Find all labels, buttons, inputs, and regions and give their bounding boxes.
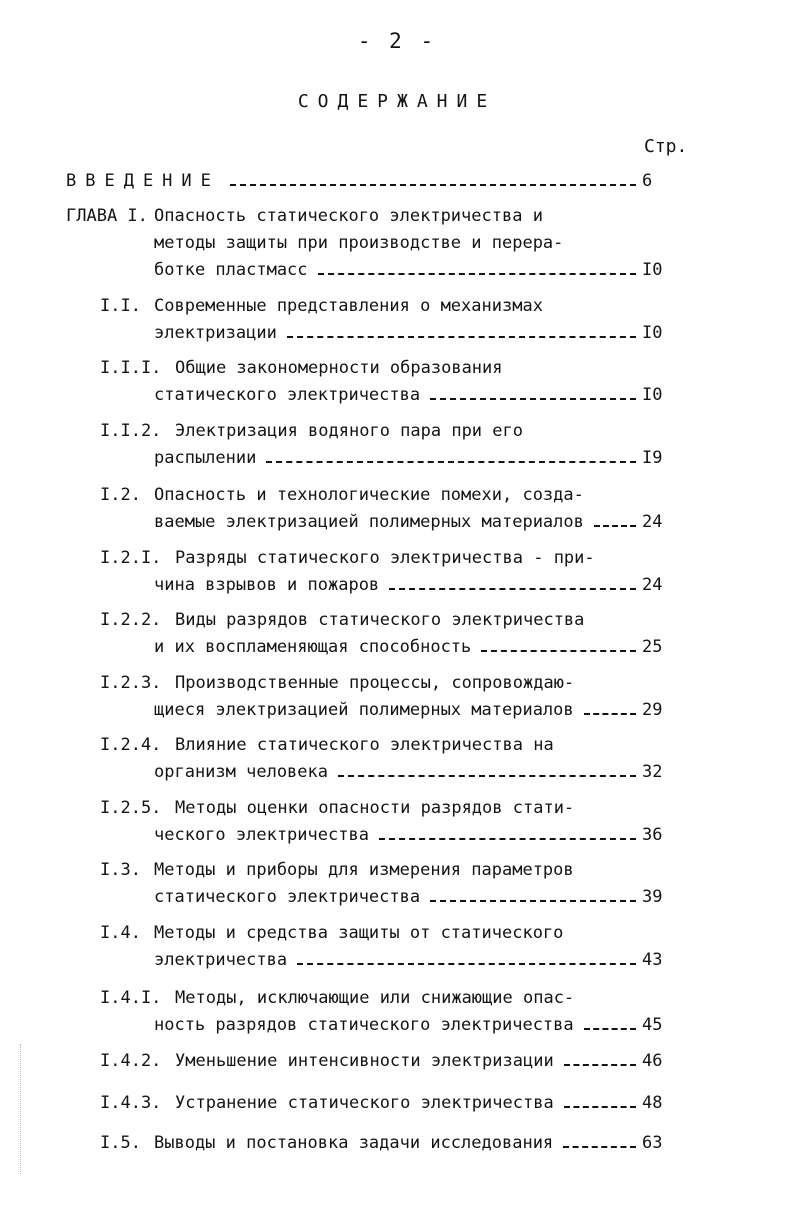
toc-page-number: 48	[642, 1093, 663, 1113]
toc-entry-text	[154, 947, 636, 974]
toc-entry-number: I.4.I.	[100, 988, 162, 1008]
toc-page-number: 25	[642, 637, 663, 657]
leader-dashes	[564, 1092, 636, 1108]
toc-entry-line: ческого электричества	[154, 825, 369, 845]
page-title: СОДЕРЖАНИЕ	[297, 91, 497, 112]
toc-entry-text	[154, 1012, 636, 1039]
toc-page-number: I0	[642, 385, 663, 405]
page-column-label: Стр.	[644, 136, 688, 157]
toc-entry-text	[154, 320, 636, 347]
toc-page-number: 43	[642, 950, 663, 970]
toc-entry-line: ность разрядов статического электричества	[154, 1015, 574, 1035]
leader-dashes	[430, 384, 636, 400]
toc-entry-line: Выводы и постановка задачи исследования	[154, 1133, 554, 1153]
leader-dashes	[266, 447, 636, 463]
toc-entry-text	[154, 759, 636, 786]
toc-page-number: I9	[642, 448, 663, 468]
leader-dashes	[389, 574, 636, 590]
toc-entry-text	[175, 1048, 636, 1075]
toc-page-number: 32	[642, 762, 663, 782]
toc-page-number: 6	[642, 171, 653, 191]
toc-entry-line: ваемые электризацией полимерных материалов	[154, 512, 584, 532]
toc-entry-number: I.2.3.	[100, 673, 162, 693]
toc-entry-line: Методы и средства защиты от статического	[154, 923, 564, 943]
toc-entry-number: I.I.	[100, 296, 141, 316]
toc-entry-line: Опасность статического электричества и	[154, 206, 543, 226]
toc-entry-line: Устранение статического электричества	[175, 1093, 554, 1113]
toc-page-number: 24	[642, 512, 663, 532]
toc-page-number: 36	[642, 825, 663, 845]
leader-dashes	[563, 1132, 636, 1148]
toc-entry-number: I.2.4.	[100, 735, 162, 755]
toc-entry-number: ГЛАВА I.	[66, 206, 148, 226]
toc-entry-text	[154, 482, 584, 509]
leader-dashes	[430, 886, 636, 902]
toc-entry-text	[175, 418, 523, 445]
toc-entry-line: электризации	[154, 323, 277, 343]
toc-entry-number: I.2.	[100, 485, 141, 505]
toc-entry-line: Влияние статического электричества на	[175, 735, 554, 755]
toc-entry-number: I.2.5.	[100, 798, 162, 818]
toc-entry-text	[154, 572, 636, 599]
toc-page-number: 46	[642, 1051, 663, 1071]
leader-dashes	[338, 761, 636, 777]
toc-entry-line: и их воспламеняющая способность	[154, 637, 472, 657]
paper-mark	[20, 1044, 22, 1174]
toc-entry-text	[154, 634, 636, 661]
toc-entry-number: I.2.I.	[100, 548, 162, 568]
leader-dashes	[318, 259, 636, 275]
toc-entry-line: распылении	[154, 448, 257, 468]
toc-entry-line: Методы оценки опасности разрядов стати-	[175, 798, 575, 818]
toc-entry-text	[175, 732, 554, 759]
toc-entry-number: I.3.	[100, 860, 141, 880]
toc-entry-number: I.4.	[100, 923, 141, 943]
toc-entry-line: организм человека	[154, 762, 328, 782]
toc-page-number: I0	[642, 260, 663, 280]
leader-dashes	[379, 824, 636, 840]
toc-entry-text	[154, 257, 636, 284]
toc-entry-number: I.I.2.	[100, 421, 162, 441]
leader-dashes	[481, 636, 636, 652]
toc-entry-text	[154, 203, 543, 230]
toc-entry-text	[154, 822, 636, 849]
toc-entry-text	[175, 355, 503, 382]
toc-entry-text	[154, 1130, 636, 1157]
toc-entry-line: методы защиты при производстве и перера-	[154, 233, 564, 253]
toc-page-number: 45	[642, 1015, 663, 1035]
toc-entry-line: Разряды статического электричества - при-	[175, 548, 595, 568]
toc-entry-text	[175, 985, 574, 1012]
toc-entry-number: I.I.I.	[100, 358, 162, 378]
toc-entry-line: Электризация водяного пара при его	[175, 421, 523, 441]
toc-entry-number: I.4.3.	[100, 1093, 162, 1113]
leader-dashes	[564, 1050, 636, 1066]
toc-entry-text	[154, 920, 563, 947]
toc-entry-line: Уменьшение интенсивности электризации	[175, 1051, 554, 1071]
toc-entry-text	[154, 293, 543, 320]
page-number: - 2 -	[357, 29, 437, 53]
toc-page-number: I0	[642, 323, 663, 343]
toc-entry-text	[154, 509, 636, 536]
leader-dashes	[230, 170, 636, 186]
toc-entry-line: Производственные процессы, сопровождаю-	[175, 673, 575, 693]
leader-dashes	[297, 949, 636, 965]
toc-entry-text	[154, 230, 563, 257]
toc-entry-text	[154, 697, 636, 724]
toc-entry-line: Методы, исключающие или снижающие опас-	[175, 988, 575, 1008]
toc-entry-line: Современные представления о механизмах	[154, 296, 543, 316]
toc-page-number: 39	[642, 887, 663, 907]
toc-entry-line: Виды разрядов статического электричества	[175, 610, 585, 630]
toc-entry-number: I.5.	[100, 1133, 141, 1153]
toc-entry-line: Общие закономерности образования	[175, 358, 503, 378]
toc-entry-line: чина взрывов и пожаров	[154, 575, 380, 595]
toc-entry-text	[154, 857, 574, 884]
toc-page-number: 63	[642, 1133, 663, 1153]
toc-entry-line: Опасность и технологические помехи, созда-	[154, 485, 584, 505]
toc-entry-number: I.4.2.	[100, 1051, 162, 1071]
leader-dashes	[584, 1014, 636, 1030]
toc-page-number: 29	[642, 700, 663, 720]
toc-entry-line: электричества	[154, 950, 288, 970]
toc-entry-text	[175, 670, 574, 697]
toc-page-number: 24	[642, 575, 663, 595]
toc-entry-line: ботке пластмасс	[154, 260, 308, 280]
toc-entry-text	[175, 545, 595, 572]
toc-entry-line: ВВЕДЕНИЕ	[66, 171, 220, 191]
toc-entry-line: щиеся электризацией полимерных материалов	[154, 700, 574, 720]
toc-entry-text	[154, 884, 636, 911]
toc-entry-line: Методы и приборы для измерения параметров	[154, 860, 574, 880]
toc-entry-text	[175, 1090, 636, 1117]
toc-entry-line: статического электричества	[154, 385, 421, 405]
toc-entry-text	[66, 168, 636, 195]
leader-dashes	[287, 322, 636, 338]
toc-entry-text	[154, 445, 636, 472]
toc-entry-line: статического электричества	[154, 887, 421, 907]
toc-entry-number: I.2.2.	[100, 610, 162, 630]
toc-entry-text	[154, 382, 636, 409]
toc-entry-text	[175, 795, 574, 822]
toc-entry-text	[175, 607, 584, 634]
leader-dashes	[584, 699, 636, 715]
